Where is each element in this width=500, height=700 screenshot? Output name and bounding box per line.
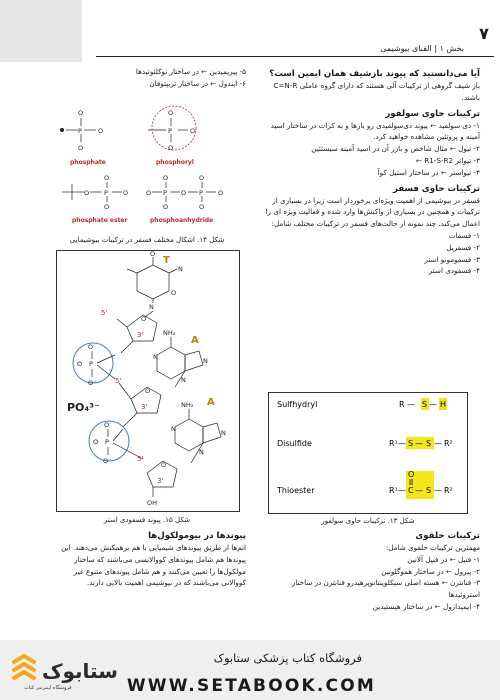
phosphoryl-structure [148, 106, 196, 152]
o-atom: O [104, 174, 110, 182]
adenine-base-1 [153, 329, 208, 387]
p-atom: P [89, 360, 93, 368]
p-atom: P [104, 189, 108, 197]
publisher-name: فروشگاه کتاب پزشکی ستابوک [213, 651, 362, 665]
p-atom: P [78, 127, 82, 135]
did-you-know-text: باز شیف گروهی از ترکیبات آلی هستند که دارای گروه عاملی C=N-R باشند. [273, 81, 480, 102]
phosphoanhydride-structure [146, 174, 223, 211]
o-atom: O [104, 421, 110, 429]
cyclic-item: ۴- ایمیدازول ← در ساختار هیستیدین [372, 601, 480, 611]
sulfur-heading: ترکیبات حاوی سولفور [385, 108, 480, 119]
sulfur-diagram [269, 393, 466, 512]
publisher-footer [0, 640, 500, 700]
o-atom: O [171, 289, 177, 297]
o-atom: O [168, 144, 174, 152]
prime-label: 3' [141, 403, 148, 411]
phosphate-ester-structure [62, 174, 128, 211]
phosphate-group-2 [89, 421, 143, 465]
formula-s: S [408, 439, 414, 448]
formula-r: R [399, 400, 405, 409]
o-atom: O [181, 189, 187, 197]
n-atom: N [149, 303, 154, 311]
figure-15-caption: شکل ۱۵. پیوند فسفودی استر [103, 516, 191, 524]
dna-diagram [57, 251, 239, 511]
formula-o: O [408, 470, 415, 479]
formula-bond: — [398, 439, 406, 448]
o-atom: O [190, 127, 196, 135]
o-atom: O [150, 251, 156, 258]
website-link[interactable]: WWW.SETABOOK.COM [126, 676, 376, 696]
cyclic-item: ۳- فنانترن ← هسته اصلی سیکلوپنتانوپرهیدرو فنانترن در ساختار استروئیدها [291, 578, 480, 600]
logo-tagline: فروشگاه اینترنتی کتاب [24, 685, 72, 691]
phosphoryl-label: phosphoryl [156, 159, 194, 166]
prime-label: 3' [157, 477, 164, 485]
formula-bond: — [407, 400, 415, 409]
phosphate-ion-label: PO₄³⁻ [67, 401, 100, 414]
sugar-1 [101, 309, 157, 353]
prime-label: 3' [137, 331, 144, 339]
n-atom: N [178, 265, 183, 273]
formula-bond: — [429, 400, 437, 409]
o-atom: O [84, 189, 90, 197]
o-atom: O [168, 109, 174, 117]
figure-13-caption: شکل ۱۳. ترکیبات حاوی سولفور [321, 517, 415, 525]
sulfur-item: ۲- تیول ← مثال شاخص و بارز آن در اسید آمینه سیستئین [311, 144, 480, 154]
phosphorus-item: ۴- فسفودی استر [428, 266, 480, 276]
formula-r1: R¹ [389, 486, 398, 495]
cyclic-heading: ترکیبات حلقوی [415, 531, 480, 541]
phosphate-label: phosphate [70, 159, 106, 166]
nh2-label: NH₂ [181, 401, 194, 409]
o-atom: O [146, 189, 152, 197]
o-atom: O [199, 174, 205, 182]
bonds-text: اتم‌ها از طریق پیوندهای شیمیایی با هم برهمکنش می‌دهند. این پیوندها هم شامل پیوندهای کووالانسی می‌باشند که ساختار مولکول‌ها را تعیین می‌کنند و هم شامل پیوندهای متنوع غیر کووالانی می‌باشند که در بیوشیمی اهمیت بالایی دارند. [61, 543, 246, 588]
formula-bond: — [398, 486, 406, 495]
page-header [0, 0, 500, 62]
n-atom: N [171, 425, 176, 433]
ring-item: ۵- پیریمیدین ← در ساختار نوکلئوتیدها [135, 67, 246, 76]
oh-label: OH [147, 499, 158, 507]
cyclic-item: ۲- پیرول ← در ساختار هموگلوبین [381, 566, 480, 576]
formula-bond: — [415, 439, 423, 448]
phosphorus-item: ۳- فسفومونو استر [424, 254, 480, 264]
disulfide-label: Disulfide [277, 439, 312, 448]
o-atom: O [163, 174, 169, 182]
p-atom: P [105, 438, 109, 446]
figure-14-caption: شکل ۱۴. اشکال مختلف فسفر در ترکیبات بیوشیمایی [69, 236, 225, 244]
n-atom: N [203, 357, 208, 365]
phosphorus-diagram [56, 98, 238, 228]
prime-label: 5' [137, 455, 144, 463]
o-atom: O [161, 461, 167, 469]
p-atom: P [199, 189, 203, 197]
running-title: بخش ۱ | القبای بیوشیمی [380, 44, 464, 53]
formula-bond: — [434, 439, 442, 448]
header-rule [96, 56, 494, 57]
formula-bond: — [415, 486, 423, 495]
adenine-base-2 [171, 397, 226, 463]
sulfur-item: ۴- تیواستر ← در ساختار استیل کوآ [377, 167, 480, 177]
phosphorus-item: ۱- فسفات [448, 230, 480, 240]
o-minus: O⁻ [103, 457, 112, 465]
thymine-base [127, 251, 183, 311]
o-atom: O [77, 360, 83, 368]
phosphorus-text: فسفر در بیوشیمی از اهمیت ویژه‌ای برخوردار است زیرا در بسیاری از ترکیبات و همچنین در بسیاری از واکنش‌ها وارد شده و فعالیت ویژه ای را اعمال می‌کند. چند نمونه از حالت‌های فسفر در ترکیبات مختلف شامل: [265, 195, 480, 229]
p-atom: P [163, 189, 167, 197]
sugar-2 [115, 377, 161, 427]
sugar-3 [137, 455, 177, 507]
o-atom: O [93, 438, 99, 446]
o-atom: O [163, 203, 169, 211]
o-atom: O [104, 203, 110, 211]
n-atom: N [221, 429, 226, 437]
sulfur-item: ۳- تیواتر R1-S-R2 ← [415, 155, 480, 165]
formula-bond: — [434, 486, 442, 495]
base-label-a: A [207, 397, 215, 408]
n-atom: N [181, 376, 186, 384]
figure-15-dna-box [56, 250, 240, 512]
o-atom: O [98, 127, 104, 135]
left-column-top [48, 66, 246, 90]
formula-r2: R² [444, 439, 453, 448]
n-atom: N [199, 448, 204, 456]
o-atom: O [78, 109, 84, 117]
o-atom: O [123, 189, 129, 197]
bonds-heading: پیوندها در بیومولکول‌ها [148, 531, 246, 541]
phosphate-group-1 [73, 343, 115, 387]
cyclic-section [262, 530, 480, 613]
phosphorus-heading: ترکیبات حاوی فسفر [393, 183, 480, 194]
prime-label: 5' [115, 377, 122, 385]
sulfhydryl-label: Sulfhydryl [277, 400, 318, 409]
o-minus: O⁻ [88, 379, 97, 387]
formula-r2: R² [444, 486, 453, 495]
cyclic-text: مهمترین ترکیبات حلقوی شامل: [385, 543, 480, 552]
n-atom: N [153, 353, 158, 361]
o-atom: O [88, 343, 94, 351]
phosphate-ester-label: phosphate ester [72, 217, 128, 224]
formula-r1: R¹ [389, 439, 398, 448]
base-label-t: T [163, 255, 170, 266]
page-number: ۷ [479, 24, 489, 43]
formula-h: H [440, 400, 447, 409]
figure-14-phosphorus [56, 98, 238, 228]
bonds-section [48, 530, 246, 589]
phosphate-structure [60, 109, 103, 152]
o-atom: O [78, 144, 84, 152]
cyclic-item: ۱- فنیل ← در فنیل آلانین [407, 554, 480, 564]
figure-13-sulfur-box [268, 392, 468, 514]
o-atom: O [141, 315, 147, 323]
thioester-label: Thioester [277, 486, 315, 495]
phosphoanhydride-label: phosphoanhydride [150, 217, 214, 224]
right-column [262, 68, 480, 277]
sulfur-item: ۱- دی سولفید ← پیوند دی‌سولفیدی رو بارها و به کرات در ساختار اسید آمینه و پروتئین مشاهده خواهید کرد. [270, 120, 480, 142]
did-you-know-heading: آیا می‌دانستید که پیوند بازشیف همان ایمین است؟ [269, 69, 480, 79]
o-atom: O [199, 203, 205, 211]
ring-item: ۶- ایندول ← در ساختار تریپتوفان [149, 78, 246, 88]
nh2-label: NH₂ [163, 329, 176, 337]
o-atom: O [218, 189, 224, 197]
formula-c: C [408, 486, 414, 495]
logo-text: ستابوک [42, 659, 118, 683]
prime-label: 5' [101, 309, 108, 317]
phosphorus-item: ۲- فسفریل [446, 242, 480, 252]
base-label-a: A [191, 335, 199, 346]
p-atom: P [168, 127, 172, 135]
formula-s: S [422, 400, 428, 409]
formula-s: S [426, 439, 432, 448]
formula-s: S [426, 486, 432, 495]
o-atom: O [145, 387, 151, 395]
header-band [0, 0, 82, 62]
